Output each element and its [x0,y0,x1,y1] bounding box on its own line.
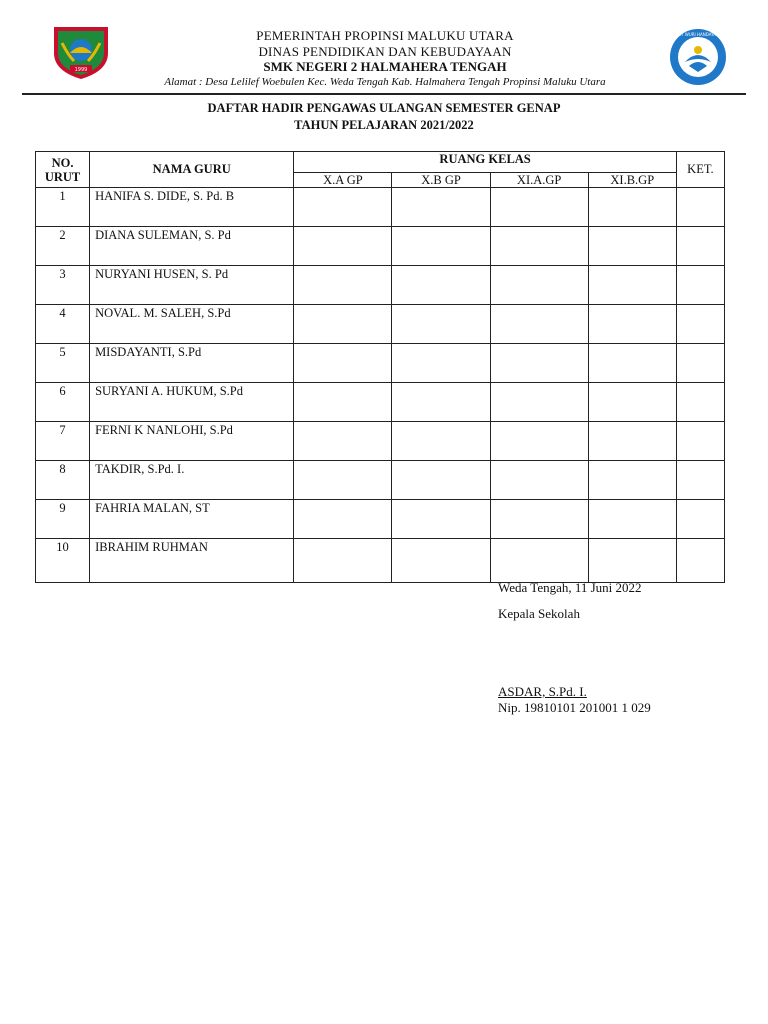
signature-cell [588,227,676,266]
ket-cell [676,461,724,500]
row-number: 8 [36,461,90,500]
signature-cell [490,188,588,227]
table-row [36,305,725,344]
ket-cell [676,500,724,539]
signature-cell [490,500,588,539]
signature-cell [392,227,490,266]
signature-cell [490,539,588,583]
table-body [36,188,725,583]
signature-nip: Nip. 19810101 201001 1 029 [498,700,651,715]
teacher-name: FAHRIA MALAN, ST [90,500,294,539]
teacher-name: SURYANI A. HUKUM, S.Pd [90,383,294,422]
signature-cell [490,305,588,344]
col-header-no: NO. URUT [36,152,90,188]
ket-cell [676,266,724,305]
signature-cell [294,227,392,266]
room-header: X.A GP [294,173,392,188]
signature-cell [588,500,676,539]
signature-cell [490,227,588,266]
col-header-name: NAMA GURU [90,152,294,188]
ket-cell [676,383,724,422]
header-department: DINAS PENDIDIKAN DAN KEBUDAYAAN [258,44,512,59]
signature-cell [294,188,392,227]
teacher-name: NOVAL. M. SALEH, S.Pd [90,305,294,344]
signature-cell [588,383,676,422]
signature-cell [294,383,392,422]
signature-cell [490,266,588,305]
row-number: 9 [36,500,90,539]
signature-cell [490,344,588,383]
signature-cell [490,422,588,461]
signature-cell [392,461,490,500]
ket-cell [676,344,724,383]
row-number: 2 [36,227,90,266]
row-number: 7 [36,422,90,461]
signature-cell [588,539,676,583]
signature-cell [490,383,588,422]
table-row [36,383,725,422]
row-number: 5 [36,344,90,383]
table-row [36,422,725,461]
signature-place-date: Weda Tengah, 11 Juni 2022 [498,580,642,595]
col-header-rooms: RUANG KELAS [294,152,677,173]
signature-position: Kepala Sekolah [498,606,580,621]
signature-cell [392,422,490,461]
signature-cell [588,461,676,500]
document-subtitle: TAHUN PELAJARAN 2021/2022 [294,118,474,132]
row-number: 1 [36,188,90,227]
signature-cell [490,461,588,500]
signature-cell [294,266,392,305]
table-row [36,188,725,227]
header-divider [22,93,746,95]
signature-cell [294,500,392,539]
teacher-name: IBRAHIM RUHMAN [90,539,294,583]
table-row [36,227,725,266]
tut-wuri-handayani-logo [663,28,733,86]
teacher-name: NURYANI HUSEN, S. Pd [90,266,294,305]
teacher-name: FERNI K NANLOHI, S.Pd [90,422,294,461]
header-government: PEMERINTAH PROPINSI MALUKU UTARA [256,28,514,43]
provincial-crest-logo [48,23,114,81]
table-row [36,344,725,383]
signature-cell [392,383,490,422]
ket-cell [676,422,724,461]
teacher-name: TAKDIR, S.Pd. I. [90,461,294,500]
signature-cell [588,188,676,227]
table-row [36,266,725,305]
row-number: 3 [36,266,90,305]
row-number: 4 [36,305,90,344]
ket-cell [676,305,724,344]
table-row [36,500,725,539]
attendance-table [35,151,725,583]
signature-cell [392,539,490,583]
signature-cell [588,344,676,383]
signature-cell [294,539,392,583]
document-title: DAFTAR HADIR PENGAWAS ULANGAN SEMESTER GENAP [207,101,561,115]
header-address: Alamat : Desa Lelilef Woebulen Kec. Weda Tengah Kab. Halmahera Tengah Propinsi Maluku Utara [164,76,606,88]
row-number: 10 [36,539,90,583]
ket-cell [676,188,724,227]
ket-cell [676,227,724,266]
signature-cell [588,305,676,344]
table-row [36,539,725,583]
room-header: XI.B.GP [588,173,676,188]
crest-year-text: 1999 [74,67,88,73]
signature-cell [392,188,490,227]
table-row [36,461,725,500]
signature-cell [294,422,392,461]
ket-cell [676,539,724,583]
teacher-name: HANIFA S. DIDE, S. Pd. B [90,188,294,227]
col-header-ket: KET. [676,152,724,188]
teacher-name: MISDAYANTI, S.Pd [90,344,294,383]
signature-cell [588,422,676,461]
signature-cell [392,305,490,344]
signature-cell [294,461,392,500]
header-school-name: SMK NEGERI 2 HALMAHERA TENGAH [263,59,507,74]
signature-cell [588,266,676,305]
signature-name: ASDAR, S.Pd. I. [498,684,587,699]
row-number: 6 [36,383,90,422]
signature-cell [392,266,490,305]
room-header: X.B GP [392,173,490,188]
signature-cell [294,344,392,383]
signature-cell [294,305,392,344]
signature-cell [392,344,490,383]
signature-cell [392,500,490,539]
teacher-name: DIANA SULEMAN, S. Pd [90,227,294,266]
table-header-row [36,152,725,173]
room-header: XI.A.GP [490,173,588,188]
tut-wuri-text: TUT WURI HANDAYANI [675,32,721,37]
